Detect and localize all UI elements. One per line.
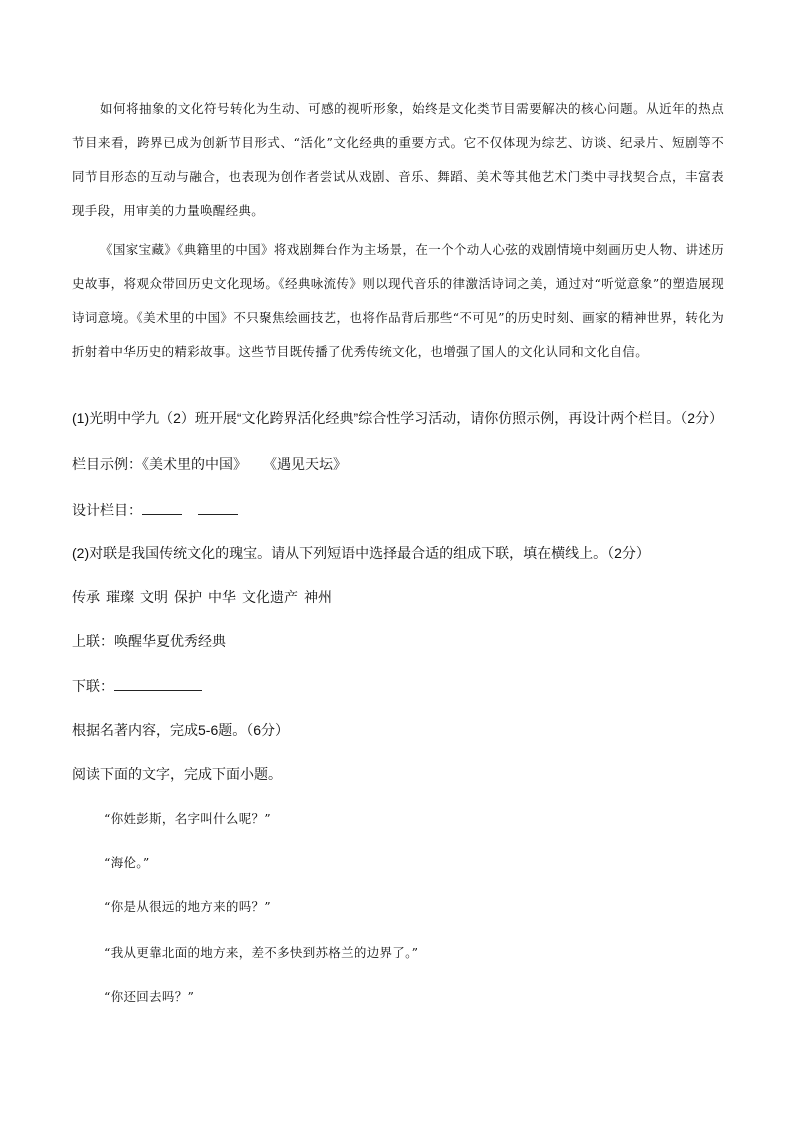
lower-label: 下联： [72, 678, 114, 694]
dialogue-line: “你姓彭斯，名字叫什么呢？” [104, 811, 271, 826]
word-item: 神州 [304, 589, 332, 605]
dialogue-line: “你还回去吗？” [104, 989, 195, 1004]
word-item: 文明 [140, 589, 168, 605]
lower-couplet [72, 676, 732, 696]
design-label: 设计栏目： [72, 502, 142, 518]
paragraph-2: 《国家宝藏》《典籍里的中国》将戏剧舞台作为主场景，在一个个动人心弦的戏剧情境中刻画历史人物、讲述历史故事，将观众带回历史文化现场。《经典咏流传》则以现代音乐的律激活诗词之美，通过对“听觉意象”的塑造展现诗词意境。《美术里的中国》不只聚焦绘画技艺，也将作品背后那些“不可见”的历史时刻、画家的精神世界，转化为折射着中华历史的精彩故事。这些节目既传播了优秀传统文化，也增强了国人的文化认同和文化自信。 [72, 242, 724, 359]
section-intro: 根据名著内容，完成5-6题。（6分） [72, 722, 290, 738]
word-item: 保护 [174, 589, 202, 605]
dialogue-line: “海伦。” [104, 855, 150, 870]
reading-instruction: 阅读下面的文字，完成下面小题。 [72, 766, 282, 782]
example-item-2: 《遇见天坛》 [263, 456, 347, 472]
answer-blank-1[interactable] [142, 500, 182, 515]
word-item: 传承 [72, 589, 100, 605]
paragraph-1: 如何将抽象的文化符号转化为生动、可感的视听形象，始终是文化类节目需要解决的核心问题。从近年的热点节目来看，跨界已成为创新节目形式、“活化”文化经典的重要方式。它不仅体现为综艺、访谈、纪录片、短剧等不同节目形态的互动与融合，也表现为创作者尝试从戏剧、音乐、舞蹈、美术等其他艺术门类中寻找契合点，丰富表现手段，用审美的力量唤醒经典。 [72, 101, 724, 218]
word-item: 璀璨 [106, 589, 134, 605]
answer-blank-3[interactable] [114, 676, 202, 691]
upper-couplet [72, 631, 732, 651]
upper-label: 上联： [72, 633, 114, 649]
question-1-prompt: (1)光明中学九（2）班开展“文化跨界活化经典”综合性学习活动，请你仿照示例，再设计两个栏目。（2分） [72, 410, 724, 426]
question-2-prompt: (2)对联是我国传统文化的瑰宝。请从下列短语中选择最合适的组成下联，填在横线上。（2分） [72, 545, 650, 561]
example-label: 栏目示例： [72, 456, 142, 472]
dialogue-line: “我从更靠北面的地方来，差不多快到苏格兰的边界了。” [104, 945, 419, 960]
word-list [72, 587, 732, 607]
word-item: 中华 [208, 589, 236, 605]
question-1-design [72, 500, 732, 520]
dialogue-line: “你是从很远的地方来的吗？” [104, 899, 271, 914]
upper-text: 唤醒华夏优秀经典 [114, 633, 226, 649]
example-item-1: 《美术里的中国》 [142, 456, 247, 472]
word-item: 文化遗产 [242, 589, 298, 605]
question-1-example [72, 454, 732, 474]
answer-blank-2[interactable] [198, 500, 238, 515]
